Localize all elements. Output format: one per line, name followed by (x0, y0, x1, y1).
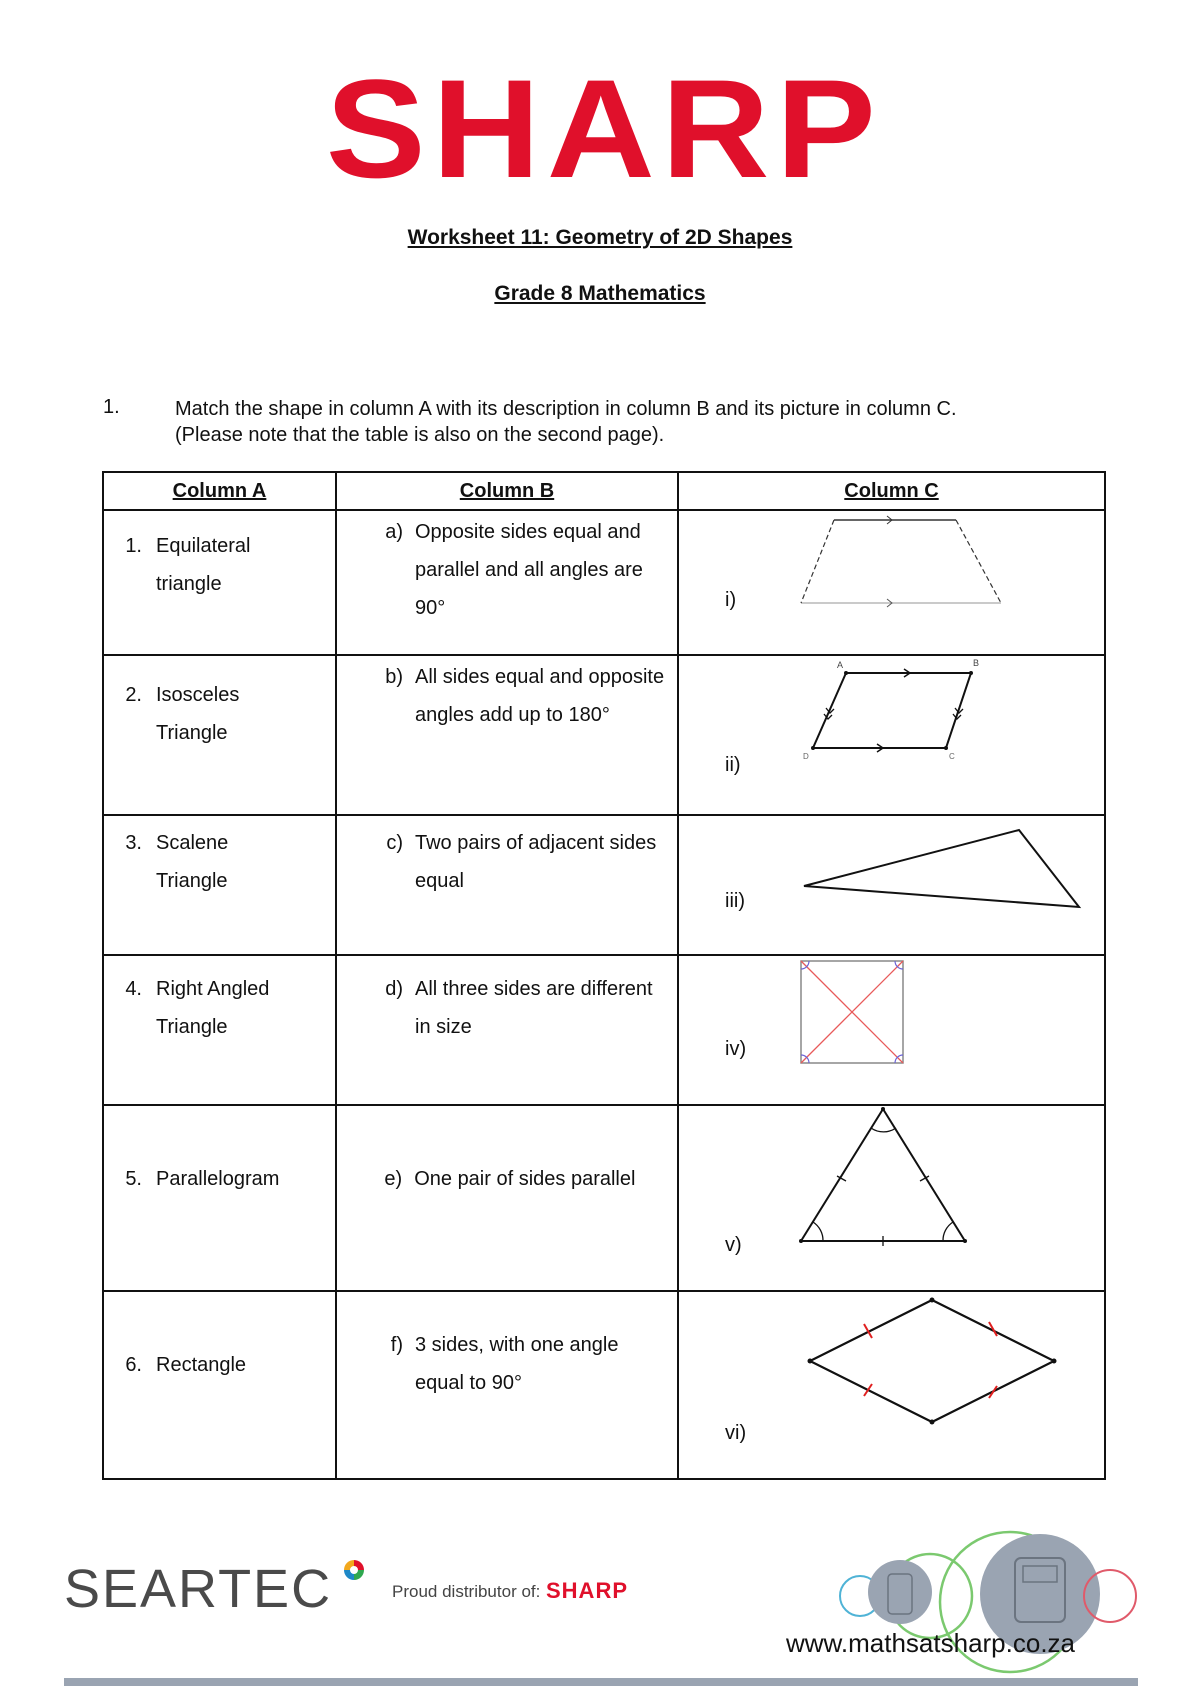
column-c-label: v) (725, 1234, 742, 1256)
proud-distributor-text: Proud distributor of: (392, 1582, 541, 1601)
column-c-label: iv) (725, 1038, 747, 1060)
column-b-item: a) Opposite sides equal and parallel and all angles are 90° (385, 521, 643, 619)
trapezium-shape (679, 511, 1104, 654)
question-line-2: (Please note that the table is also on the second page). (175, 424, 665, 446)
column-a-item: 6. Rectangle (125, 1354, 247, 1376)
table-header-row (103, 472, 1105, 510)
table-row (103, 815, 1105, 955)
column-c-label: iii) (725, 890, 745, 912)
vertex-label-b: B (973, 658, 980, 668)
column-a-cell (103, 1105, 336, 1291)
column-a-item: 3. Scalene Triangle (125, 832, 229, 892)
column-a-cell (103, 655, 336, 815)
header-column-c: Column C (678, 472, 1105, 510)
matching-table (102, 471, 1106, 1480)
vertex-label-c: C (949, 752, 955, 761)
column-c-label: vi) (725, 1422, 747, 1444)
table-row (103, 955, 1105, 1105)
table-row (103, 655, 1105, 815)
column-b-item: c) Two pairs of adjacent sides equal (386, 832, 657, 892)
header-column-b: Column B (336, 472, 678, 510)
column-a-item: 5. Parallelogram (125, 1168, 280, 1190)
footer-bar (64, 1678, 1138, 1686)
column-b-cell (336, 1291, 678, 1479)
column-c-cell (678, 1291, 1105, 1479)
scalene-triangle-shape (679, 816, 1104, 954)
column-b-cell (336, 955, 678, 1105)
question-text (175, 396, 1105, 448)
column-b-item: d) All three sides are different in size (385, 978, 653, 1038)
column-c-cell (678, 510, 1105, 655)
column-a-cell (103, 1291, 336, 1479)
square-shape (679, 956, 1104, 1104)
sharp-logo: SHARP (325, 50, 883, 207)
column-b-item: f) 3 sides, with one angle equal to 90° (390, 1334, 619, 1394)
column-b-item: e) One pair of sides parallel (384, 1168, 636, 1190)
seartec-logo: SEARTEC (64, 1559, 333, 1619)
column-c-cell (678, 815, 1105, 955)
column-b-cell (336, 655, 678, 815)
column-c-cell (678, 655, 1105, 815)
column-a-cell (103, 510, 336, 655)
column-b-cell (336, 1105, 678, 1291)
column-c-label: ii) (725, 754, 741, 776)
rhombus-shape (679, 1292, 1104, 1478)
column-a-cell (103, 955, 336, 1105)
table-row (103, 510, 1105, 655)
vertex-label-a: A (837, 660, 844, 670)
column-b-cell (336, 815, 678, 955)
column-b-cell (336, 510, 678, 655)
page-title: Worksheet 11: Geometry of 2D Shapes (407, 226, 793, 249)
page-subtitle: Grade 8 Mathematics (494, 282, 706, 305)
table-row (103, 1291, 1105, 1479)
vertex-label-d: D (803, 752, 809, 761)
column-a-item: 2. Isosceles Triangle (125, 684, 240, 744)
table-row (103, 1105, 1105, 1291)
website-link[interactable]: www.mathsatsharp.co.za (786, 1628, 1076, 1658)
parallelogram-shape (679, 656, 1104, 814)
column-c-cell (678, 1105, 1105, 1291)
column-c-cell (678, 955, 1105, 1105)
seartec-mark-icon (342, 1558, 366, 1582)
footer-sharp-logo: SHARP (546, 1578, 629, 1603)
question-number: 1. (103, 396, 120, 418)
header-column-a: Column A (103, 472, 336, 510)
column-a-cell (103, 815, 336, 955)
column-b-item: b) All sides equal and opposite angles add up to 180° (385, 666, 665, 726)
column-a-item: 1. Equilateral triangle (125, 535, 251, 595)
column-a-item: 4. Right Angled Triangle (125, 978, 270, 1038)
question-line-1: Match the shape in column A with its description in column B and its picture in column C. (175, 398, 957, 420)
equilateral-triangle-shape (679, 1106, 1104, 1290)
column-c-label: i) (725, 589, 737, 611)
